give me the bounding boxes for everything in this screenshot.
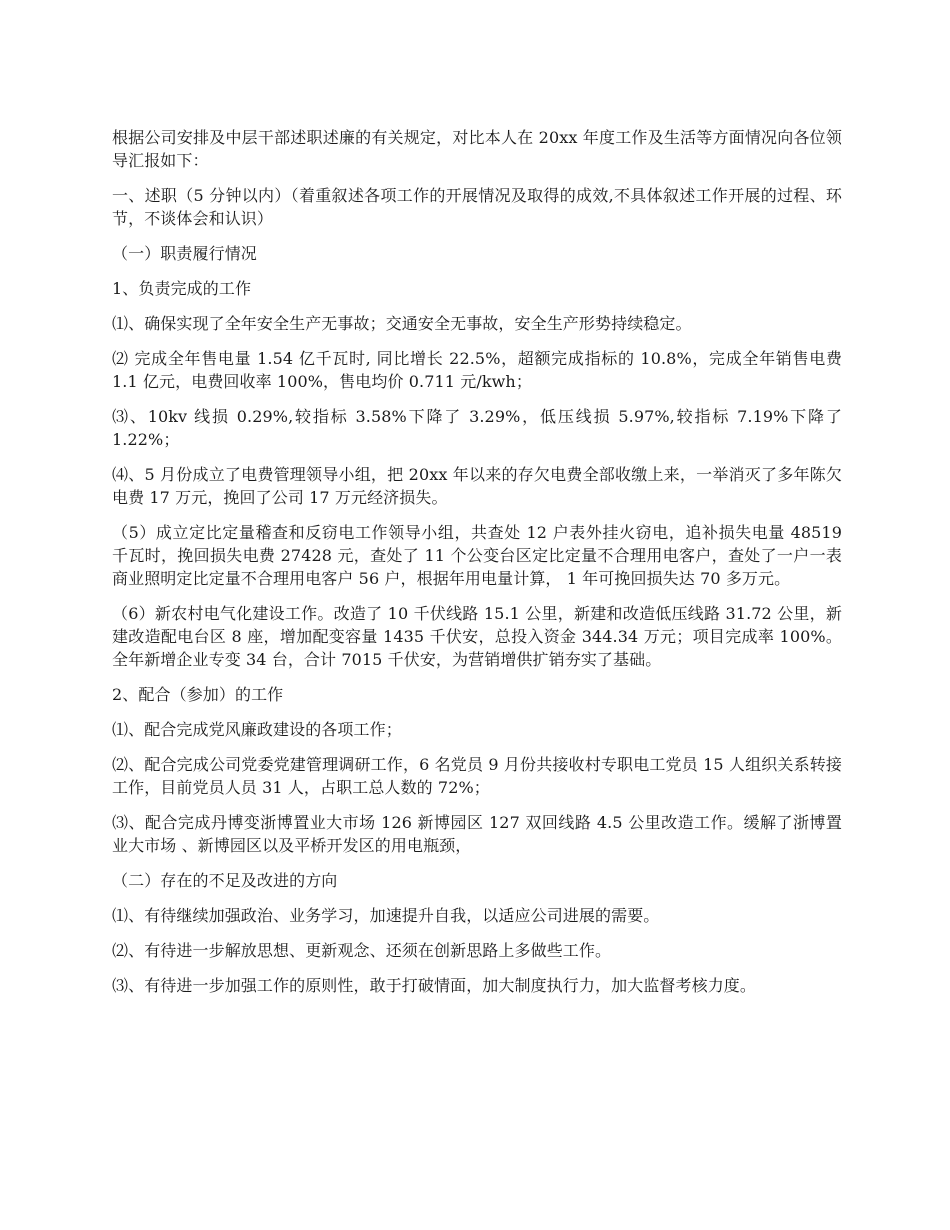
item-sales: ⑵ 完成全年售电量 1.54 亿千瓦时, 同比增长 22.5%，超额完成指标的 10.8%，完成全年销售电费 1.1 亿元，电费回收率 100%，售电均价 0.711 元/kwh； — [112, 349, 842, 391]
item-line-loss: ⑶、10kv 线损 0.29%,较指标 3.58%下降了 3.29%，低压线损 5.97%,较指标 7.19%下降了 1.22%； — [112, 407, 842, 449]
item-electrification: （6）新农村电气化建设工作。改造了 10 千伏线路 15.1 公里，新建和改造低压线路 31.72 公里，新建改造配电台区 8 座，增加配变容量 1435 千伏安，总投入资金 344.34 万元；项目完成率 100%。全年新增企业专变 34 台，合计 7015 千伏安，为营销增供扩销夯实了基础。 — [112, 604, 842, 669]
document-body — [112, 126, 842, 1009]
intro-paragraph: 根据公司安排及中层干部述职述廉的有关规定，对比本人在 20xx 年度工作及生活等方面情况向各位领导汇报如下： — [112, 128, 842, 170]
item-party-building: ⑵、配合完成公司党委党建管理调研工作，6 名党员 9 月份共接收村专职电工党员 15 人组织关系转接工作，目前党员人员 31 人，占职工总人数的 72%； — [112, 755, 842, 797]
heading-completed-work: 1、负责完成的工作 — [112, 279, 252, 298]
item-arrears: ⑷、5 月份成立了电费管理领导小组，把 20xx 年以来的存欠电费全部收缴上来，一举消灭了多年陈欠电费 17 万元，挽回了公司 17 万元经济损失。 — [112, 465, 842, 507]
item-anti-theft: （5）成立定比定量稽查和反窃电工作领导小组，共查处 12 户表外挂火窃电，追补损失电量 48519 千瓦时，挽回损失电费 27428 元，查处了 11 个公变台区定比定量不合理用电客户，查处了一户一表商业照明定比定量不合理用电客户 56 户，根据年用电量计算， 1 年可挽回损失达 70 多万元。 — [112, 523, 842, 588]
subsection-heading-duties: （一）职责履行情况 — [112, 244, 257, 263]
item-integrity: ⑴、配合完成党风廉政建设的各项工作； — [112, 720, 402, 739]
item-mindset: ⑵、有待进一步解放思想、更新观念、还须在创新思路上多做些工作。 — [112, 941, 612, 960]
item-line-upgrade: ⑶、配合完成丹博变浙博置业大市场 126 新博园区 127 双回线路 4.5 公里改造工作。缓解了浙博置业大市场 、新博园区以及平桥开发区的用电瓶颈， — [112, 813, 842, 855]
item-safety: ⑴、确保实现了全年安全生产无事故；交通安全无事故，安全生产形势持续稳定。 — [112, 314, 692, 333]
section-heading-report: 一、述职（5 分钟以内）（着重叙述各项工作的开展情况及取得的成效,不具体叙述工作开展的过程、环节，不谈体会和认识） — [112, 186, 842, 228]
item-study: ⑴、有待继续加强政治、业务学习，加速提升自我，以适应公司进展的需要。 — [112, 906, 660, 925]
item-principle: ⑶、有待进一步加强工作的原则性，敢于打破情面，加大制度执行力，加大监督考核力度。 — [112, 976, 757, 995]
heading-cooperative-work: 2、配合（参加）的工作 — [112, 685, 284, 704]
subsection-heading-shortcomings: （二）存在的不足及改进的方向 — [112, 871, 338, 890]
